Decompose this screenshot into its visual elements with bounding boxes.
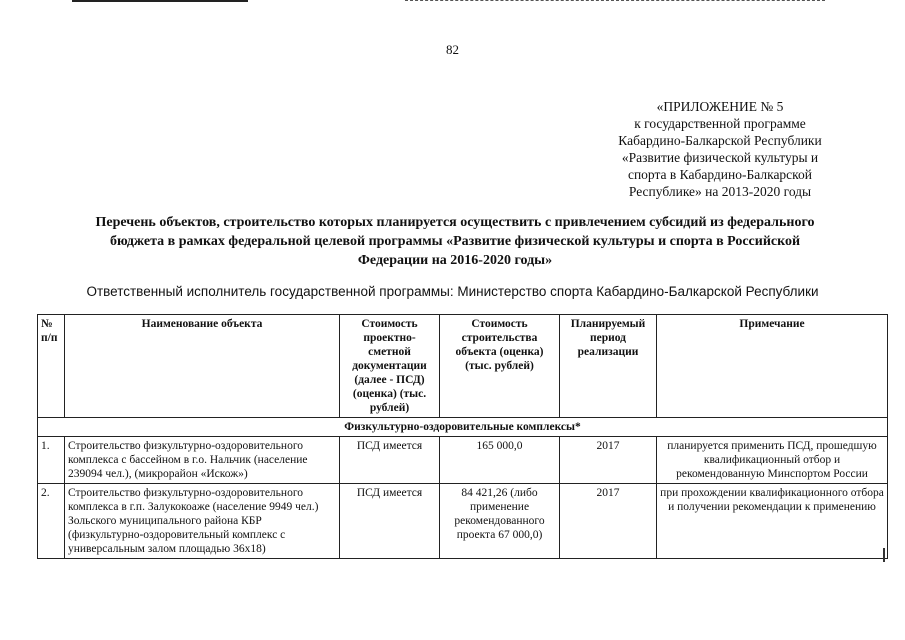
- cell-cost: 165 000,0: [440, 437, 560, 484]
- header-period: Планируемый период реализации: [560, 315, 657, 418]
- scan-artifact-dashed-line: [405, 0, 825, 2]
- title-line: Перечень объектов, строительство которых планируется осуществить с привлечением субсидий из федерального: [95, 215, 815, 230]
- appendix-line: к государственной программе: [634, 116, 806, 131]
- objects-table: [37, 314, 888, 559]
- cell-object-name: Строительство физкультурно-оздоровительного комплекса в г.п. Залукокоаже (население 9949 чел.) Зольского муниципального района КБР (физкультурно-оздоровительный комплекс с универсальным залом площадью 36х18): [65, 484, 340, 559]
- header-num: № п/п: [38, 315, 65, 418]
- responsible-executor: Ответственный исполнитель государственной программы: Министерство спорта Кабардино-Балкарской Республики: [86, 284, 819, 299]
- appendix-line: спорта в Кабардино-Балкарской: [627, 167, 813, 182]
- table-header-row: [38, 315, 888, 418]
- section-row: [38, 418, 888, 437]
- cell-num: 1.: [38, 437, 65, 484]
- appendix-line: Кабардино-Балкарской Республики: [618, 133, 822, 148]
- header-note: Примечание: [657, 315, 888, 418]
- cell-note: при прохождении квалификационного отбора и получении рекомендации к применению: [657, 484, 888, 559]
- appendix-header: [590, 98, 850, 200]
- cell-period: 2017: [560, 437, 657, 484]
- header-object-name: Наименование объекта: [65, 315, 340, 418]
- title-line: бюджета в рамках федеральной целевой программы «Развитие физической культуры и спорта в Российской: [109, 234, 801, 249]
- table-row: [38, 437, 888, 484]
- cell-psd: ПСД имеется: [340, 437, 440, 484]
- table-row: [38, 484, 888, 559]
- cell-num: 2.: [38, 484, 65, 559]
- appendix-line: Республике» на 2013-2020 годы: [628, 184, 812, 199]
- cell-object-name: Строительство физкультурно-оздоровительного комплекса с бассейном в г.о. Нальчик (население 239094 чел.), (микрорайон «Искож»): [65, 437, 340, 484]
- appendix-line: «ПРИЛОЖЕНИЕ № 5: [656, 99, 784, 114]
- cell-cost: 84 421,26 (либо применение рекомендованного проекта 67 000,0): [440, 484, 560, 559]
- header-psd-cost: Стоимость проектно-сметной документации (далее - ПСД) (оценка) (тыс. рублей): [340, 315, 440, 418]
- page-number: 82: [446, 42, 459, 57]
- header-build-cost: Стоимость строительства объекта (оценка) (тыс. рублей): [440, 315, 560, 418]
- section-title: Физкультурно-оздоровительные комплексы*: [38, 418, 888, 437]
- scan-artifact-mark: [883, 548, 885, 562]
- cell-psd: ПСД имеется: [340, 484, 440, 559]
- scan-artifact-line: [72, 0, 248, 2]
- cell-period: 2017: [560, 484, 657, 559]
- appendix-line: «Развитие физической культуры и: [621, 150, 819, 165]
- document-title: [40, 213, 870, 270]
- cell-note: планируется применить ПСД, прошедшую квалификационный отбор и рекомендованную Минспортом России: [657, 437, 888, 484]
- title-line: Федерации на 2016-2020 годы»: [357, 253, 553, 268]
